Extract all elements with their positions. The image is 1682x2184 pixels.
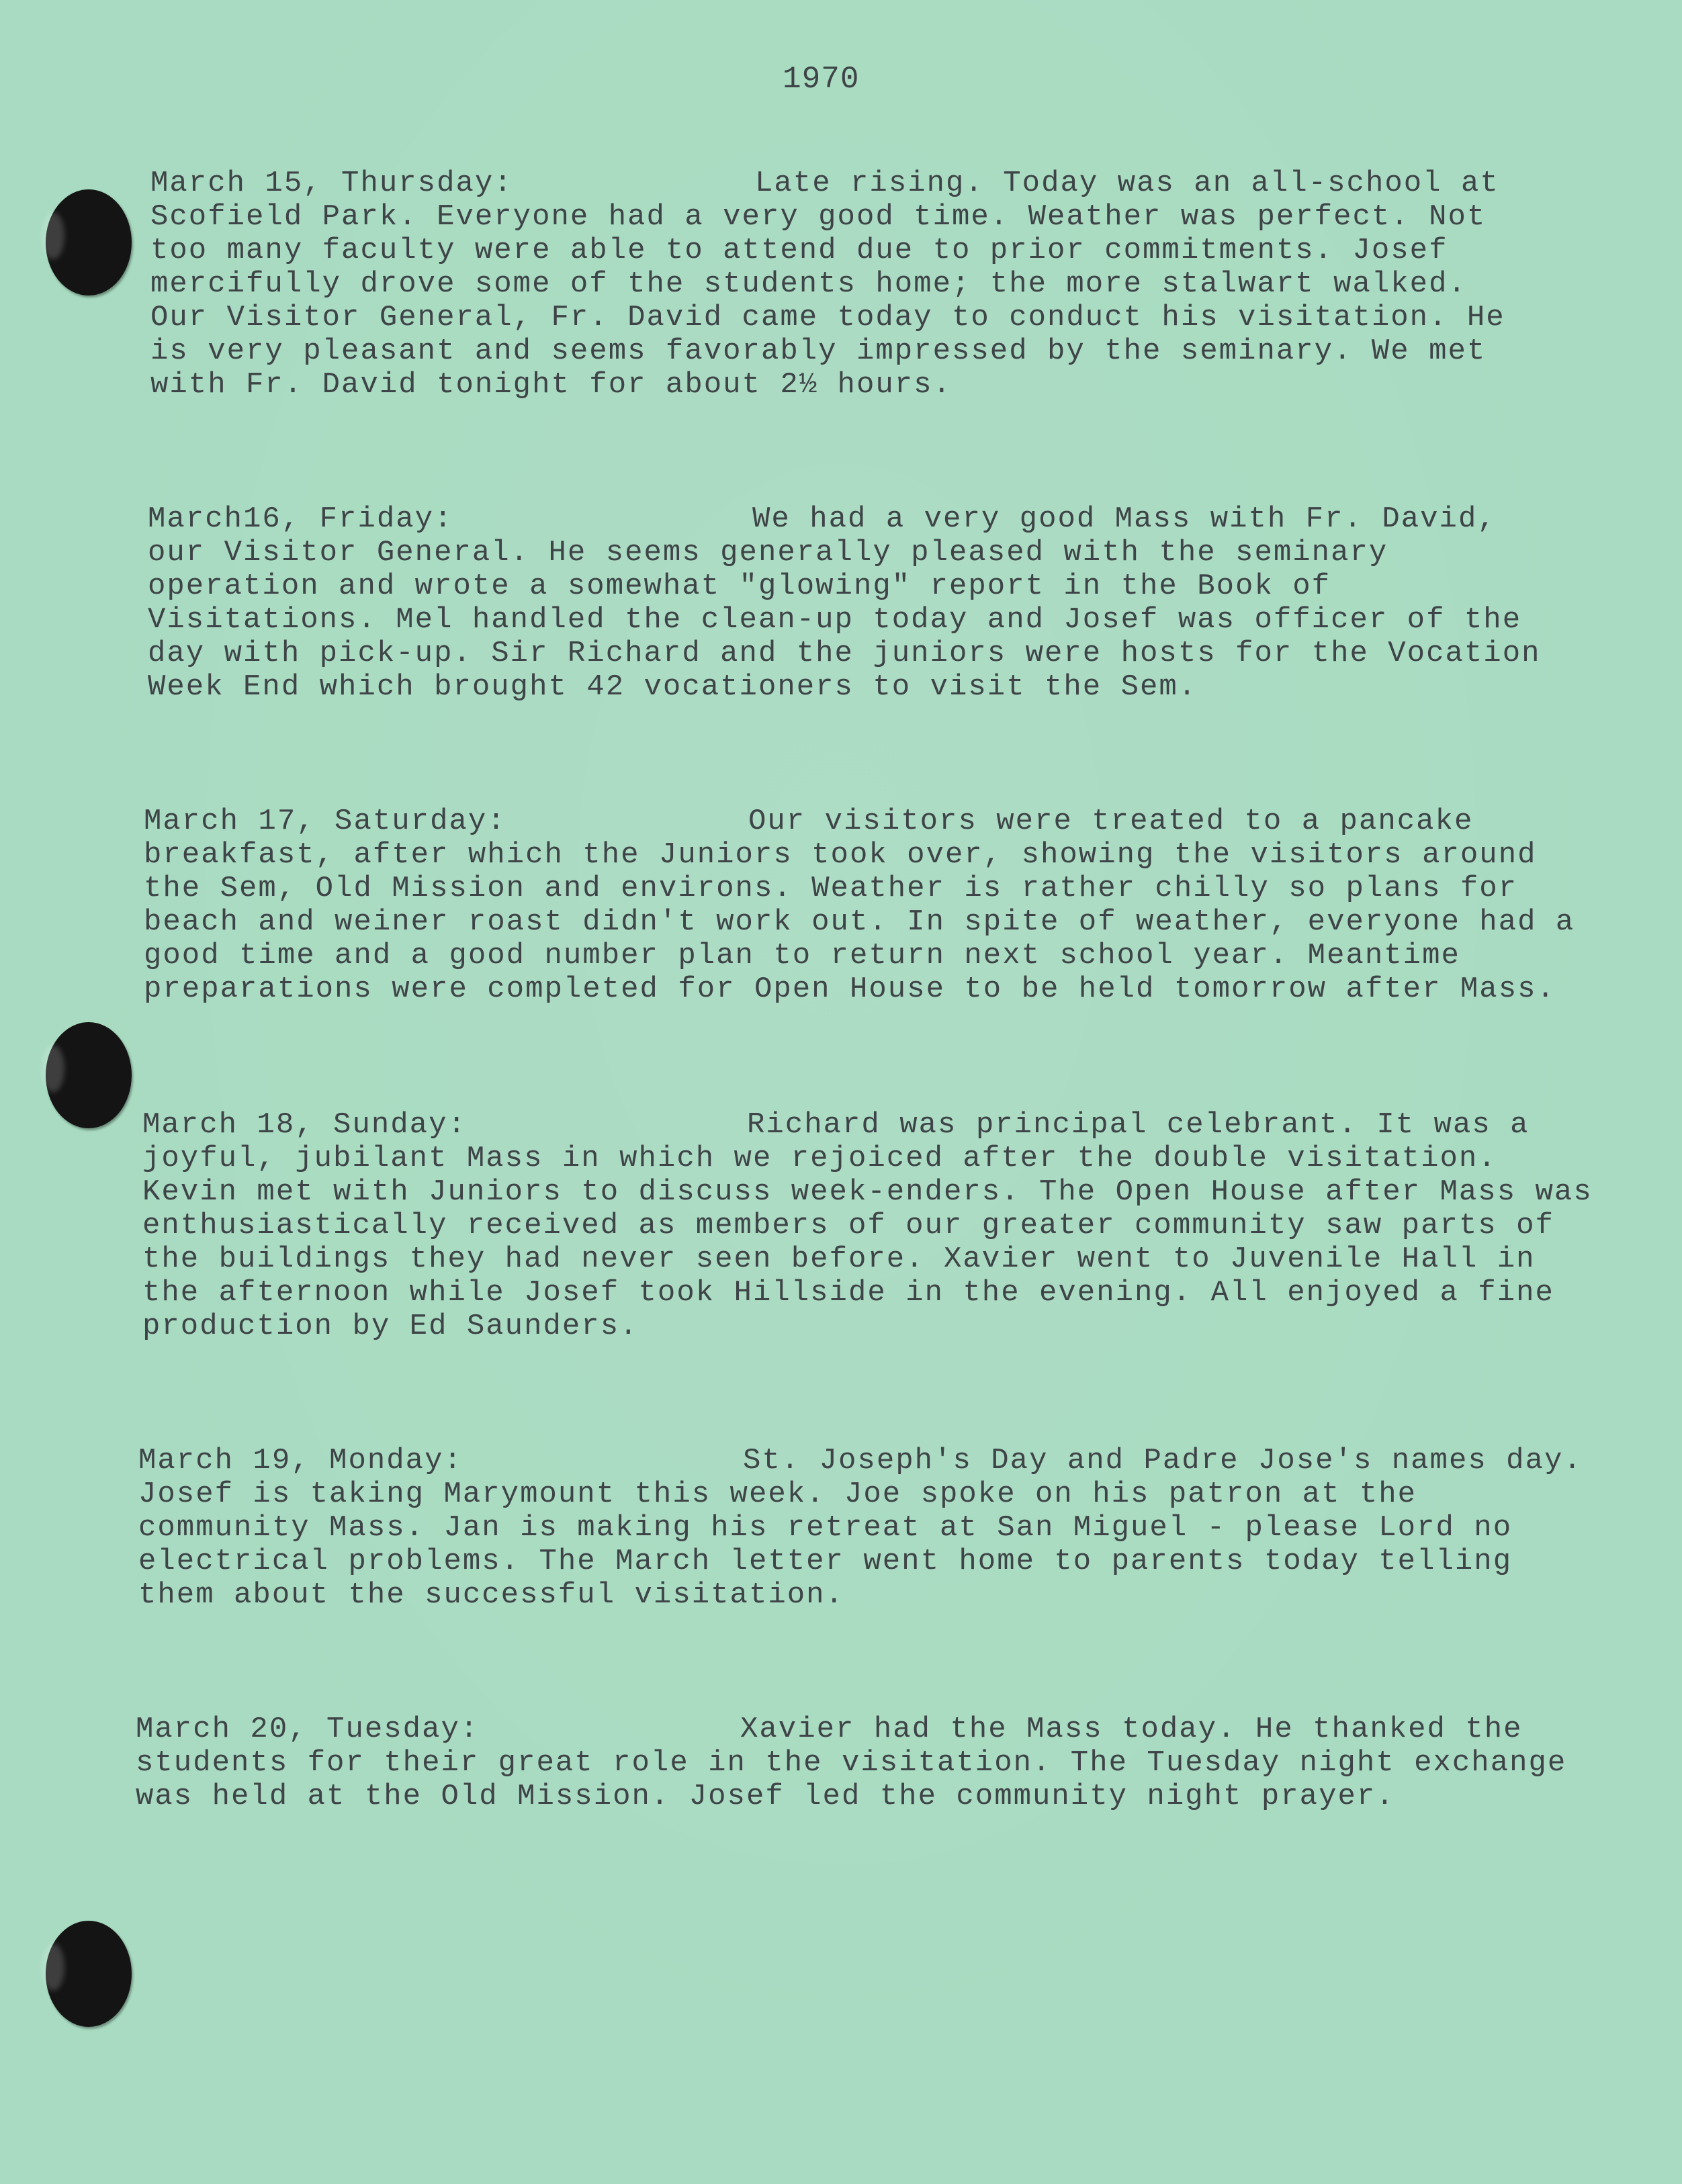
punch-hole-middle bbox=[46, 1022, 132, 1128]
entry-date: March 17, Saturday: bbox=[144, 805, 506, 838]
entry-text: Xavier had the Mass today. He thanked the students for their great role in the visitation. The Tuesday night exchange was held at the Old Mission. Josef led the community night prayer. bbox=[136, 1713, 1567, 1813]
entry-text: Our visitors were treated to a pancake breakfast, after which the Juniors took over, showing the visitors around the Sem, Old Mission and environs. Weather is rather chilly so plans for beach and weiner roast didn't work out. In spite of weather, everyone had a good time and a good number plan to return next school year. Meantime preparations were completed for Open House to be held tomorrow after Mass. bbox=[144, 805, 1575, 1006]
punch-hole-bottom bbox=[46, 1921, 132, 2027]
entry-date: March 18, Sunday: bbox=[142, 1108, 467, 1142]
entry-text: St. Joseph's Day and Padre Jose's names day. Josef is taking Marymount this week. Joe spoke on his patron at the community Mass. Jan is making his retreat at San Miguel - please Lord no electrical problems. The March letter went home to parents today telling them about the successful visitation. bbox=[138, 1444, 1583, 1612]
entry-text: Richard was principal celebrant. It was a joyful, jubilant Mass in which we rejoiced after the double visitation. Kevin met with Juniors to discuss week-enders. The Open House after Mass was enthusiastically received as members of our greater community saw parts of the buildings they had never seen before. Xavier went to Juvenile Hall in the afternoon while Josef took Hillside in the evening. All enjoyed a fine production by Ed Saunders. bbox=[142, 1108, 1593, 1343]
entry-text: We had a very good Mass with Fr. David, our Visitor General. He seems generally pleased with the seminary operation and wrote a somewhat "glowing" report in the Book of Visitations. Mel handled the clean-up today and Josef was officer of the day with pick-up. Sir Richard and the juniors were hosts for the Vocation Week End which brought 42 vocationers to visit the Sem. bbox=[148, 502, 1541, 704]
entry-date: March16, Friday: bbox=[148, 502, 453, 536]
punch-hole-top bbox=[46, 189, 132, 295]
page-year: 1970 bbox=[783, 62, 860, 97]
entry-date: March 20, Tuesday: bbox=[136, 1713, 480, 1746]
entry-date: March 19, Monday: bbox=[138, 1444, 463, 1477]
entry-text: Late rising. Today was an all-school at Scofield Park. Everyone had a very good time. Weather was perfect. Not too many faculty were able to attend due to prior commitments. Josef mercifully drove some of the students home; the more stalwart walked. Our Visitor General, Fr. David came today to conduct his visitation. He is very pleasant and seems favorably impressed by the seminary. We met with Fr. David tonight for about 2½ hours. bbox=[150, 167, 1505, 402]
entry-date: March 15, Thursday: bbox=[150, 167, 513, 200]
